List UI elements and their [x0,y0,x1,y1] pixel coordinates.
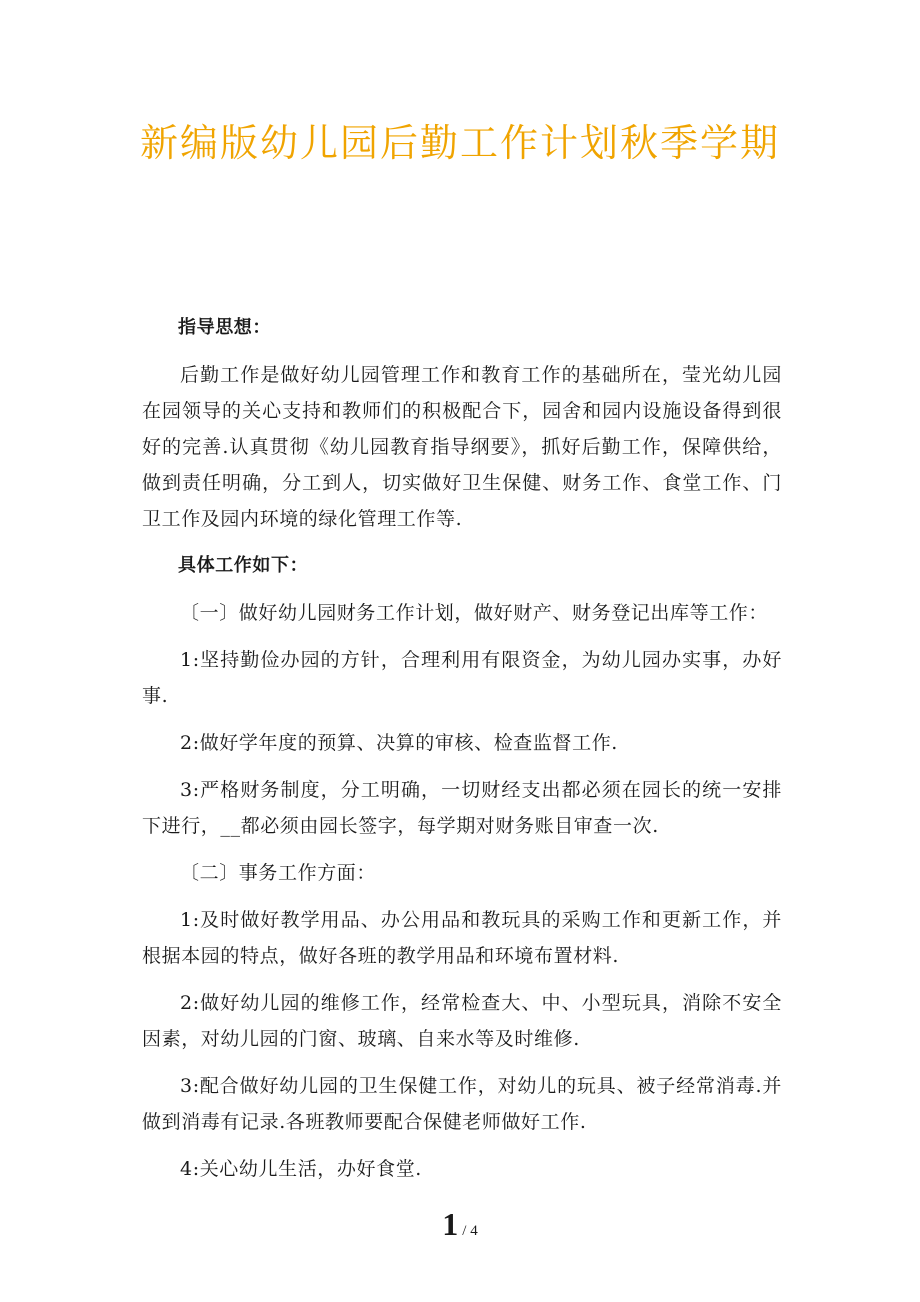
paragraph-affairs-item-3: 3:配合做好幼儿园的卫生保健工作，对幼儿的玩具、被子经常消毒.并做到消毒有记录.各班教师要配合保健老师做好工作. [142,1075,782,1133]
page-total: / 4 [462,1223,478,1239]
paragraph-finance-item-3: 3:严格财务制度，分工明确，一切财经支出都必须在园长的统一安排下进行，__都必须由园长签字，每学期对财务账目审查一次. [142,779,782,837]
section-heading-guiding-ideology: 指导思想： [178,317,271,338]
document-body [142,310,782,1198]
paragraph-affairs-item-2: 2:做好幼儿园的维修工作，经常检查大、中、小型玩具，消除不安全因素，对幼儿园的门窗、玻璃、自来水等及时维修. [142,992,782,1050]
page-current: 1 [442,1206,459,1242]
paragraph-affairs-item-1: 1:及时做好教学用品、办公用品和教玩具的采购工作和更新工作，并根据本园的特点，做好各班的教学用品和环境布置材料. [142,909,782,967]
paragraph-affairs-heading: 〔二〕事务工作方面： [180,862,377,884]
paragraph-finance-item-2: 2:做好学年度的预算、决算的审核、检查监督工作. [180,732,618,754]
document-title: 新编版幼儿园后勤工作计划秋季学期 [140,121,781,165]
page-number [0,1206,920,1243]
paragraph-affairs-item-4: 4:关心幼儿生活，办好食堂. [180,1158,422,1180]
section-heading-specific-work: 具体工作如下： [178,555,309,576]
paragraph-finance-item-1: 1:坚持勤俭办园的方针，合理利用有限资金，为幼儿园办实事，办好事. [142,649,782,707]
paragraph-finance-heading: 〔一〕做好幼儿园财务工作计划，做好财产、财务登记出库等工作： [180,602,769,624]
paragraph-intro: 后勤工作是做好幼儿园管理工作和教育工作的基础所在，莹光幼儿园在园领导的关心支持和教师们的积极配合下，园舍和园内设施设备得到很好的完善.认真贯彻《幼儿园教育指导纲要》，抓好后勤工作，保障供给，做到责任明确，分工到人，切实做好卫生保健、财务工作、食堂工作、门卫工作及园内环境的绿化管理工作等. [142,364,782,530]
